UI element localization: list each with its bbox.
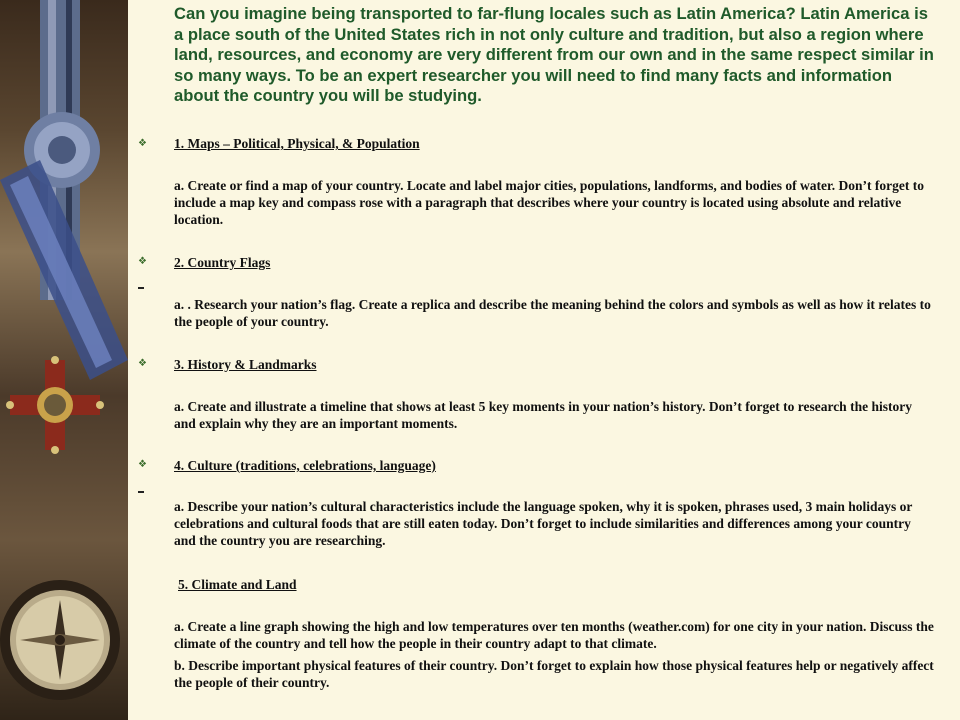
section-heading: 2. Country Flags xyxy=(174,255,271,270)
diamond-bullet-icon: ❖ xyxy=(138,138,147,149)
compass-image xyxy=(0,580,120,700)
section-paragraph: a. Create or find a map of your country. Locate and label major cities, populations, landforms, and bodies of water. Don’t forget to include a map key and compass rose with a paragraph that describes where your country is located using absolute and relative location. xyxy=(174,178,924,227)
section-paragraph: a. Create and illustrate a timeline that shows at least 5 key moments in your nation’s history. Don’t forget to research the history and explain why they are an important moments. xyxy=(174,399,912,431)
dash-bullet-icon xyxy=(138,287,144,289)
section-heading: 4. Culture (traditions, celebrations, language) xyxy=(174,458,436,473)
section-heading: 5. Climate and Land xyxy=(178,577,297,592)
section-paragraph: b. Describe important physical features of their country. Don’t forget to explain how those physical features help or negatively affect the people of their country. xyxy=(174,658,934,690)
section-paragraph: a. Describe your nation’s cultural characteristics include the language spoken, why it is spoken, phrases used, 3 main holidays or celebrations and cultural foods that are still eaten today. Don’t forget to include similarities and differences among your country and the country you are researching. xyxy=(174,499,913,548)
section-paragraph: a. . Research your nation’s flag. Create a replica and describe the meaning behind the colors and symbols as well as how it relates to the people of your country. xyxy=(174,297,931,329)
section-heading: 1. Maps – Political, Physical, & Population xyxy=(174,136,420,151)
diamond-bullet-icon: ❖ xyxy=(138,358,147,369)
slide-content xyxy=(134,0,934,720)
section-paragraph: a. Create a line graph showing the high and low temperatures over ten months (weather.com) for one city in your nation. Discuss the climate of the country and tell how the people in their country adapt to that climate. xyxy=(174,619,934,651)
diamond-bullet-icon: ❖ xyxy=(138,256,147,267)
section-heading: 3. History & Landmarks xyxy=(174,357,317,372)
dash-bullet-icon xyxy=(138,491,144,493)
diamond-bullet-icon: ❖ xyxy=(138,459,147,470)
medal-image xyxy=(0,0,128,720)
decorative-photo-strip xyxy=(0,0,128,720)
intro-paragraph: Can you imagine being transported to far-flung locales such as Latin America? Latin America is a place south of the United States rich in not only culture and tradition, but also a region where land, resources, and economy are very different from our own and in the same respect similar in so many ways. To be an expert researcher you will need to find many facts and information about the country you will be studying. xyxy=(174,4,934,105)
